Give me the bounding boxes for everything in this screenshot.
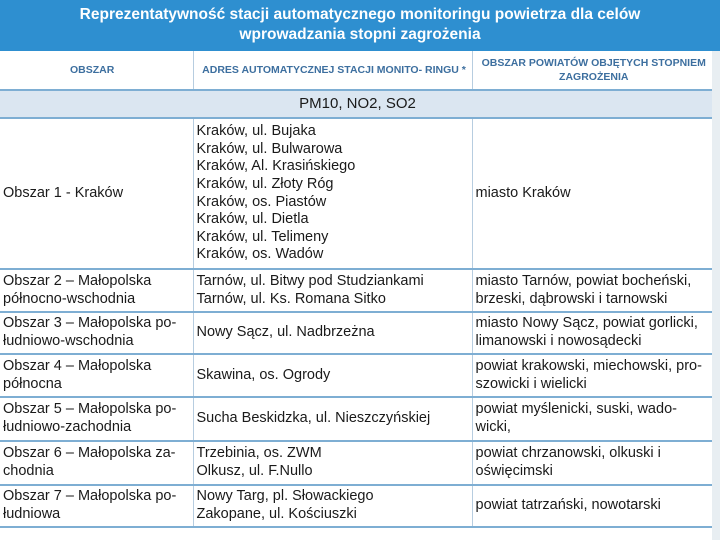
cell-address: [193, 441, 472, 485]
address-line: Kraków, os. Wadów: [196, 246, 324, 263]
district-line: powiat chrzanowski, olkuski i: [475, 445, 661, 462]
cell-area: [0, 312, 193, 354]
area-line: Obszar 4 – Małopolska: [3, 357, 152, 374]
district-line: wicki,: [475, 419, 511, 435]
area-line: łudniowo-zachodnia: [3, 419, 132, 435]
area-line: północno-wschodnia: [3, 290, 136, 307]
address-line: Kraków, ul. Telimeny: [196, 228, 329, 245]
address-line: Trzebinia, os. ZWM: [196, 445, 322, 462]
address-line: Kraków, ul. Bujaka: [196, 123, 316, 140]
area-line: łudniowa: [3, 506, 61, 522]
cell-district: [472, 269, 712, 312]
address-line: Nowy Targ, pl. Słowackiego: [196, 488, 374, 505]
address-line: Kraków, Al. Krasińskiego: [196, 158, 356, 175]
area-line: Obszar 5 – Małopolska po-: [3, 401, 177, 418]
table-row: [0, 441, 712, 485]
address-line: Zakopane, ul. Kościuszki: [196, 506, 357, 522]
address-line: Tarnów, ul. Bitwy pod Studziankami: [196, 272, 424, 289]
table-row: [0, 397, 712, 441]
area-line: chodnia: [3, 463, 54, 479]
address-line: Kraków, ul. Bulwarowa: [196, 140, 343, 157]
district-line: powiat tatrzański, nowotarski: [475, 497, 661, 514]
header-district: OBSZAR POWIATÓW OBJĘTYCH STOPNIEM ZAGROŻENIA: [472, 51, 712, 90]
district-line: powiat myślenicki, suski, wado-: [475, 401, 677, 418]
address-line: Nowy Sącz, ul. Nadbrzeżna: [196, 324, 375, 341]
slide-title: [0, 0, 720, 51]
cell-address: [193, 354, 472, 397]
table-row: [0, 485, 712, 527]
cell-area: [0, 485, 193, 527]
cell-address: [193, 118, 472, 269]
cell-district: [472, 397, 712, 441]
area-line: łudniowo-wschodnia: [3, 333, 134, 349]
pollutants-label: PM10, NO2, SO2: [0, 90, 712, 118]
area-line: Obszar 7 – Małopolska po-: [3, 488, 177, 505]
district-line: miasto Nowy Sącz, powiat gorlicki,: [475, 315, 698, 332]
table-header-row: [0, 51, 712, 90]
title-line-1: Reprezentatywność stacji automatycznego monitoringu powietrza dla celów: [79, 6, 641, 23]
address-line: Skawina, os. Ogrody: [196, 366, 331, 383]
table-row: [0, 354, 712, 397]
table-row: [0, 118, 712, 269]
area-line: Obszar 2 – Małopolska: [3, 272, 152, 289]
cell-district: [472, 485, 712, 527]
table-body: [0, 118, 712, 527]
header-address: ADRES AUTOMATYCZNEJ STACJI MONITO- RINGU *: [193, 51, 472, 90]
cell-address: [193, 485, 472, 527]
cell-area: [0, 269, 193, 312]
cell-district: [472, 354, 712, 397]
district-line: miasto Kraków: [475, 184, 571, 201]
pollutants-row: [0, 90, 712, 118]
table-row: [0, 312, 712, 354]
header-area: OBSZAR: [0, 51, 193, 90]
district-line: szowicki i wielicki: [475, 375, 587, 392]
cell-address: [193, 269, 472, 312]
cell-area: [0, 118, 193, 269]
table-row: [0, 269, 712, 312]
district-line: oświęcimski: [475, 463, 553, 479]
cell-area: [0, 397, 193, 441]
cell-area: [0, 441, 193, 485]
right-edge-strip: [712, 51, 720, 540]
district-line: brzeski, dąbrowski i tarnowski: [475, 290, 668, 307]
address-line: Olkusz, ul. F.Nullo: [196, 463, 313, 479]
cell-district: [472, 118, 712, 269]
address-line: Kraków, ul. Dietla: [196, 211, 309, 228]
title-line-2: wprowadzania stopni zagrożenia: [239, 26, 481, 43]
area-line: Obszar 1 - Kraków: [3, 184, 124, 201]
cell-address: [193, 312, 472, 354]
address-line: Kraków, ul. Złoty Róg: [196, 175, 334, 192]
cell-district: [472, 441, 712, 485]
area-line: północna: [3, 375, 62, 392]
district-line: powiat krakowski, miechowski, pro-: [475, 357, 702, 374]
district-line: miasto Tarnów, powiat bocheński,: [475, 272, 692, 289]
address-line: Sucha Beskidzka, ul. Nieszczyńskiej: [196, 410, 431, 427]
address-line: Tarnów, ul. Ks. Romana Sitko: [196, 290, 386, 307]
cell-area: [0, 354, 193, 397]
address-line: Kraków, os. Piastów: [196, 193, 327, 210]
area-line: Obszar 6 – Małopolska za-: [3, 445, 176, 462]
cell-address: [193, 397, 472, 441]
regions-table: [0, 51, 712, 528]
district-line: limanowski i nowosądecki: [475, 333, 642, 349]
area-line: Obszar 3 – Małopolska po-: [3, 315, 177, 332]
cell-district: [472, 312, 712, 354]
